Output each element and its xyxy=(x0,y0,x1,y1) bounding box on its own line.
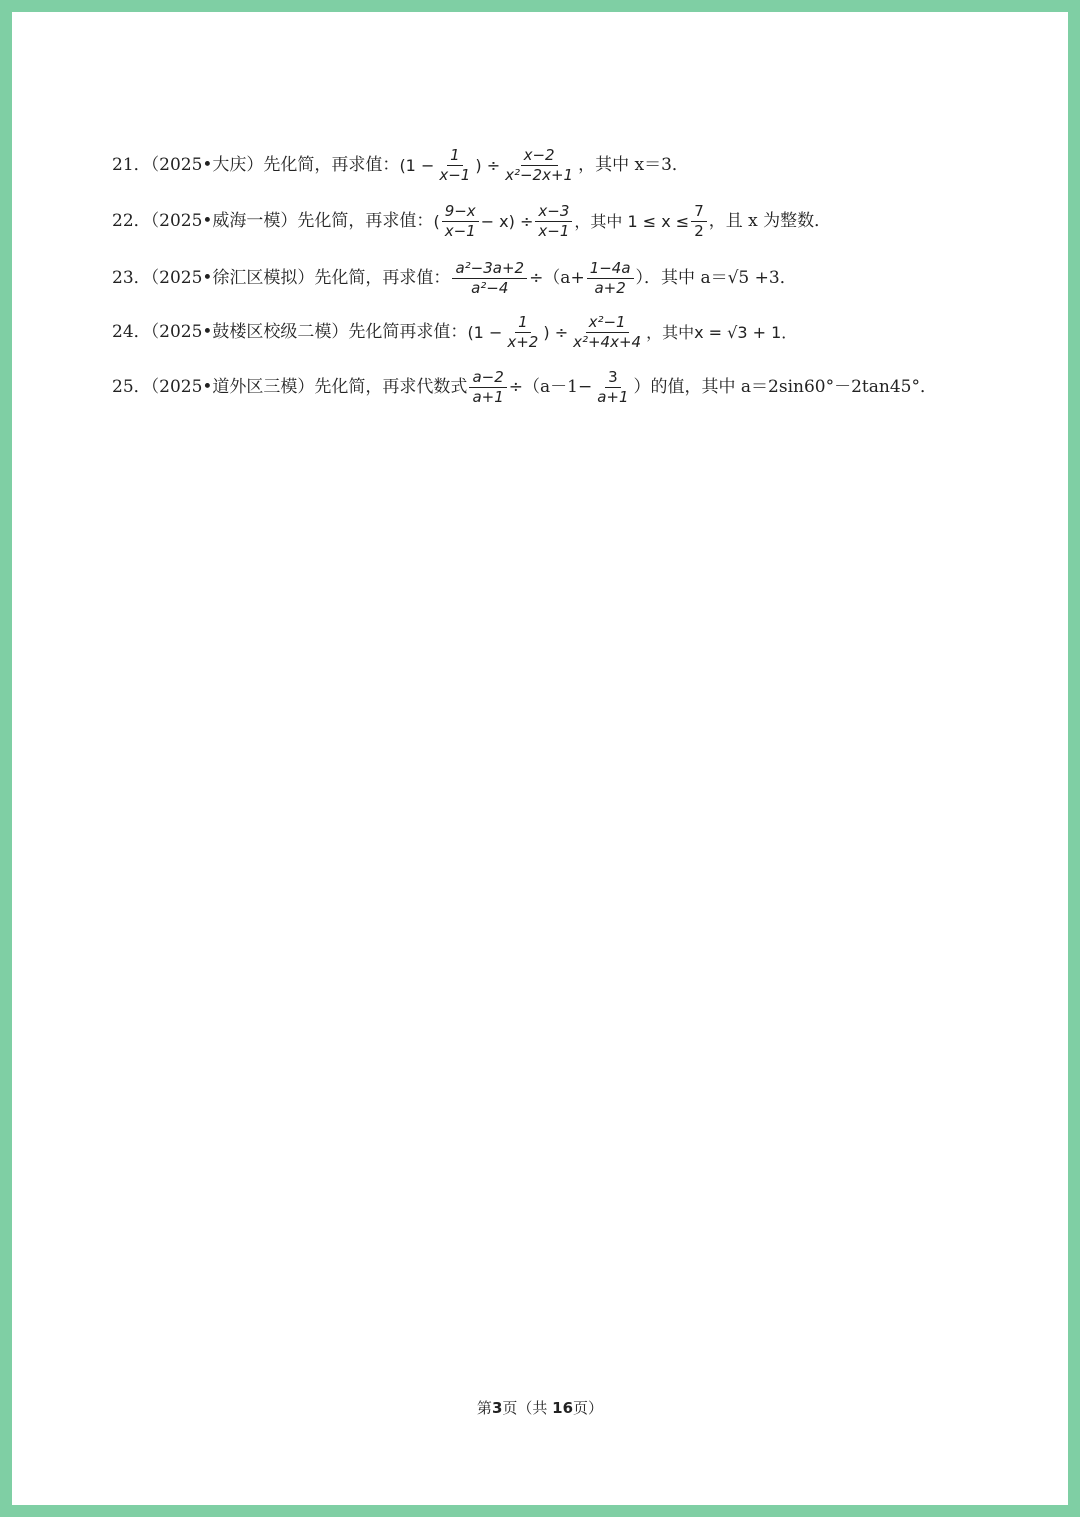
condition-text: ，其中 1 ≤ x ≤ xyxy=(574,211,690,231)
numerator: 9−x xyxy=(442,204,479,222)
denominator: a+1 xyxy=(472,388,504,406)
expr-part: − x) ÷ xyxy=(480,211,534,231)
expr-part: (1 − xyxy=(467,322,503,342)
fraction xyxy=(436,148,473,183)
expr-part: ÷（a+ xyxy=(529,268,585,288)
numerator: x−3 xyxy=(535,204,572,222)
condition-text: ，且 x 为整数． xyxy=(708,211,832,231)
denominator: x−1 xyxy=(538,222,570,240)
fraction xyxy=(502,148,576,183)
problem-21 xyxy=(112,148,689,183)
problem-number: 24．（2025•鼓楼区校级二模）先化简再求值： xyxy=(112,322,468,342)
page-footer xyxy=(12,1397,1068,1418)
page-number: 3 xyxy=(491,1399,503,1417)
condition-text: ，其中 x＝3． xyxy=(578,155,689,175)
expr-part: ) ÷ xyxy=(543,322,569,342)
numerator: 1−4a xyxy=(587,261,634,279)
denominator: x²−2x+1 xyxy=(505,166,574,184)
condition-text: ）．其中 a＝√5 +3． xyxy=(635,268,797,288)
numerator: a−2 xyxy=(469,370,506,388)
denominator: x−1 xyxy=(439,166,471,184)
problem-22 xyxy=(112,204,831,239)
denominator: a²−4 xyxy=(471,279,509,297)
footer-suffix: 页） xyxy=(573,1399,604,1417)
document-page xyxy=(12,12,1068,1505)
denominator: a+2 xyxy=(594,279,626,297)
numerator: x−2 xyxy=(521,148,558,166)
condition-text: ）的值，其中 a＝2sin60°－2tan45°． xyxy=(633,377,937,397)
total-pages: 16 xyxy=(552,1399,574,1417)
problem-24 xyxy=(112,315,797,350)
fraction xyxy=(442,204,479,239)
fraction xyxy=(691,204,707,239)
fraction xyxy=(587,261,634,296)
numerator: 1 xyxy=(447,148,463,166)
denominator: x²+4x+4 xyxy=(573,333,642,351)
footer-middle: 页（共 xyxy=(502,1399,548,1417)
expr-part: ( xyxy=(433,211,440,231)
denominator: a+1 xyxy=(597,388,629,406)
problem-23 xyxy=(112,261,797,296)
numerator: 3 xyxy=(605,370,621,388)
footer-prefix: 第 xyxy=(476,1399,492,1417)
numerator: x²−1 xyxy=(586,315,629,333)
problem-number: 22．（2025•威海一模）先化简，再求值： xyxy=(112,211,434,231)
fraction xyxy=(535,204,572,239)
fraction xyxy=(594,370,631,405)
expr-part: ÷（a－1− xyxy=(508,377,593,397)
fraction xyxy=(452,261,527,296)
fraction xyxy=(504,315,541,350)
numerator: 7 xyxy=(691,204,707,222)
fraction xyxy=(469,370,506,405)
problem-number: 25．（2025•道外区三模）先化简，再求代数式 xyxy=(112,377,468,397)
denominator: x+2 xyxy=(507,333,539,351)
problem-25 xyxy=(112,370,937,405)
condition-text: ，其中x = √3 + 1． xyxy=(646,322,798,342)
problem-number: 23．（2025•徐汇区模拟）先化简，再求值： xyxy=(112,268,451,288)
problem-number: 21．（2025•大庆）先化简，再求值： xyxy=(112,155,400,175)
numerator: 1 xyxy=(515,315,531,333)
fraction xyxy=(570,315,644,350)
numerator: a²−3a+2 xyxy=(452,261,527,279)
expr-part: ) ÷ xyxy=(475,155,501,175)
expr-part: (1 − xyxy=(399,155,435,175)
denominator: 2 xyxy=(694,222,704,240)
denominator: x−1 xyxy=(444,222,476,240)
